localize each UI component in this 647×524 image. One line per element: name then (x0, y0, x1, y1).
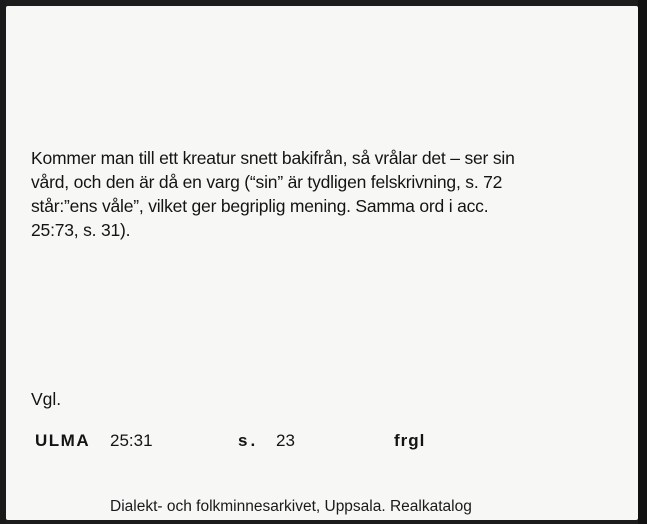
card-text-line: 25:73, s. 31). (31, 220, 131, 240)
scan-border-right (638, 0, 647, 524)
reference-page: 23 (276, 431, 295, 450)
reference-category: frgl (394, 431, 426, 450)
reference-s-label: s. (238, 431, 259, 450)
card-text-line: Kommer man till ett kreatur snett bakifrån, så vrålar det – ser sin (31, 148, 515, 168)
index-card (6, 6, 638, 520)
archive-footer: Dialekt- och folkminnesarkivet, Uppsala. Realkatalog (110, 498, 472, 515)
card-text-line: står:”ens våle”, vilket ger begriplig mening. Samma ord i acc. (31, 196, 489, 216)
vgl-label: Vgl. (31, 389, 62, 409)
reference-source: ULMA (35, 431, 91, 450)
card-body-text (31, 146, 621, 242)
reference-volume: 25:31 (110, 431, 153, 450)
card-text-line: vård, och den är då en varg (“sin” är tydligen felskrivning, s. 72 (31, 172, 503, 192)
